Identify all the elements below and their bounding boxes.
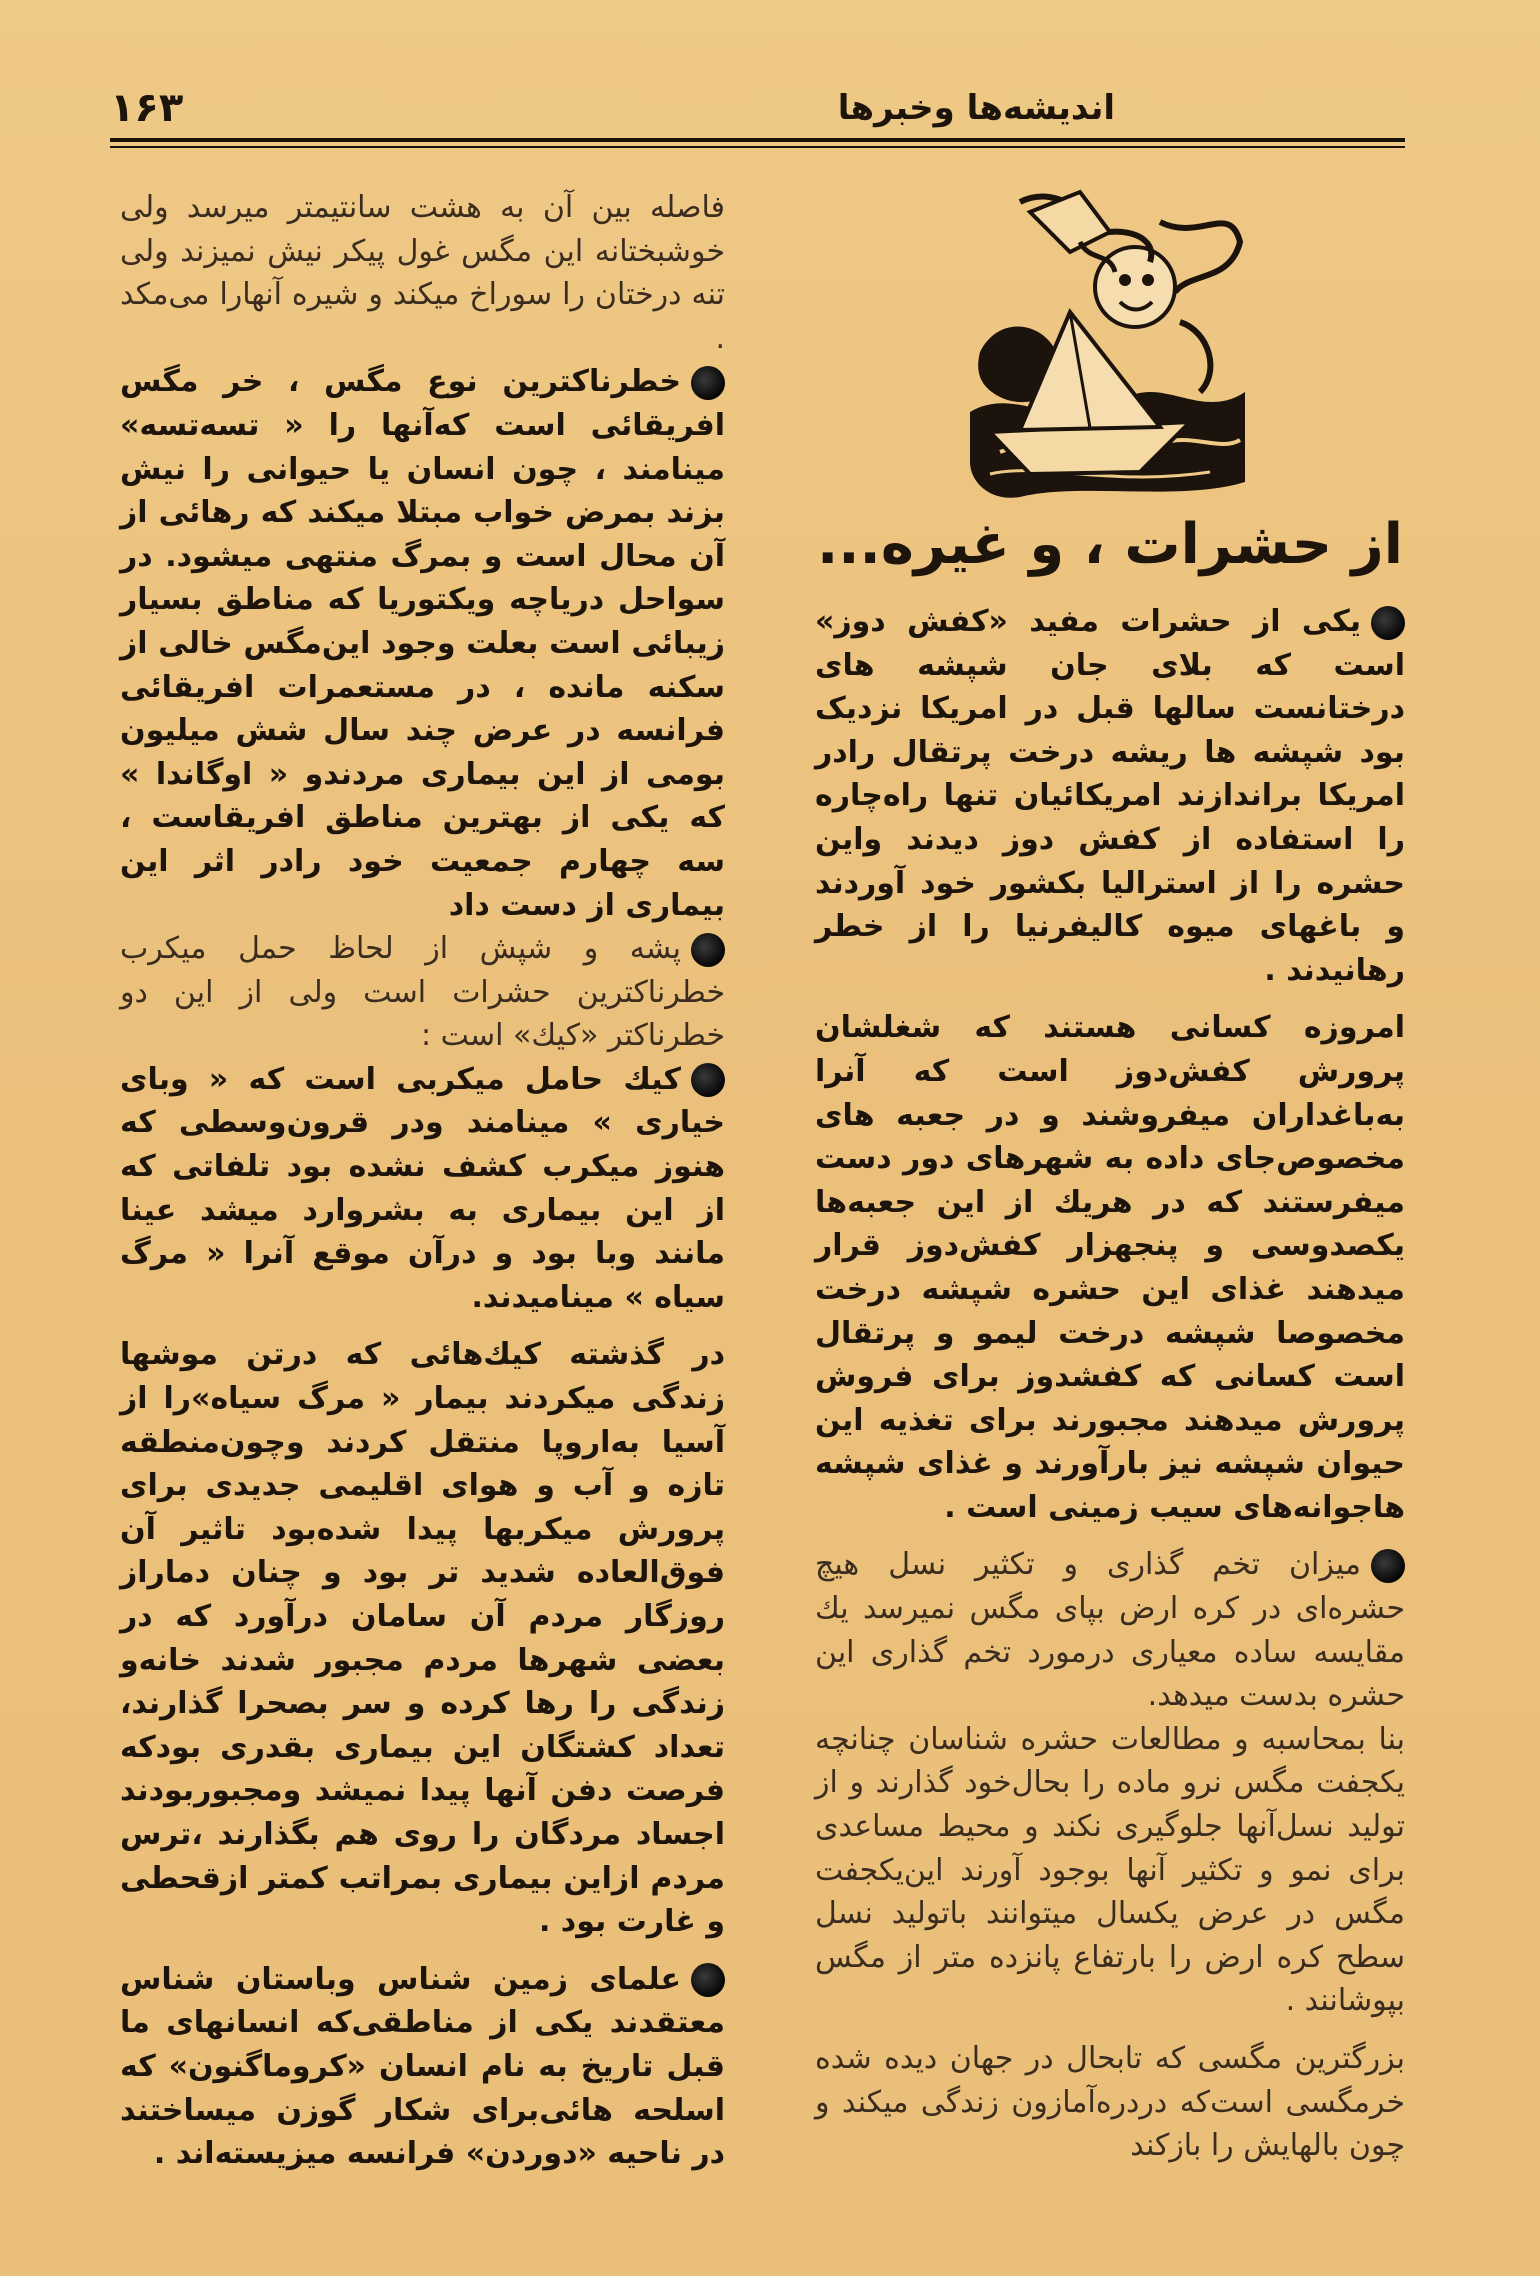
paragraph: کیك حامل میکربی است که « وبای خیاری » مینامند ودر قرون‌وسطی که هنوز میکرب کشف نشده بود تلفاتی که از این بیماری به بشروارد میشد عینا مانند وبا بود و درآن موقع آنرا « مرگ سیاه » مینامیدند. <box>120 1061 725 1315</box>
header-rule <box>110 138 1405 142</box>
page-number: ۱۶۳ <box>110 85 184 131</box>
bullet-icon <box>1371 606 1405 640</box>
right-column <box>815 600 1405 2168</box>
header-rule-thin <box>110 146 1405 148</box>
paragraph: پشه و شپش از لحاظ حمل میکرب خطرناکترین حشرات است ولی از این دو خطرناکتر «کیك» است : <box>120 931 725 1054</box>
paragraph: امروزه کسانی هستند که شغلشان پرورش کفش‌دوز است که آنرا به‌باغداران میفروشند و در جعبه های مخصوص‌جای داده به شهرهای دور دست میفرستند که در هریك از این جعبه‌ها یکصدوسی و پنجهزار کفش‌دوز قرار میدهند غذای این حشره شپشه درخت مخصوصا شپشه درخت لیمو و پرتقال است کسانی که کفشدوز برای فروش پرورش میدهند مجبورند برای تغذیه این حیوان شپشه نیز بارآورند و غذای شپشه هاجوانه‌های سیب زمینی است . <box>815 1010 1405 1525</box>
paragraph: میزان تخم گذاری و تکثیر نسل هیچ حشره‌ای در کره ارض بپای مگس نمیرسد یك مقایسه ساده معیاری درمورد تخم گذاری این حشره بدست میدهد. <box>815 1547 1405 1714</box>
paragraph: یکی از حشرات مفید «کفش دوز» است که بلای جان شپشه های درختانست سالها قبل در امریکا نزدیک بود شپشه ها ریشه درخت پرتقال رادر امریکا براندازند امریکائیان تنها راه‌چاره را استفاده از کفش دوز دیدند واین حشره را از استرالیا بکشور خود آوردند و باغهای میوه کالیفرنیا را از خطر رهانیدند . <box>815 604 1405 988</box>
paragraph: خطرناکترین نوع مگس ، خر مگس افریقائی است که‌آنها را « تسه‌تسه» مینامند ، چون انسان یا حیوانی را نیش بزند بمرض خواب مبتلا میکند که رهائی از آن محال است و بمرگ منتهی میشود. در سواحل دریاچه ویکتوریا که مناطق بسیار زیبائی است بعلت وجود این‌مگس خالی از سکنه مانده ، در مستعمرات افریقائی فرانسه در عرض چند سال شش میلیون بومی از این بیماری مردندو « اوگاندا » که یکی از بهترین مناطق افریقاست ، سه چهارم جمعیت خود رادر اثر این بیماری از دست داد <box>120 364 725 923</box>
bullet-icon <box>691 933 725 967</box>
bullet-icon <box>691 1063 725 1097</box>
paragraph: در گذشته کیك‌هائی که درتن موشها زندگی میکردند بیمار « مرگ سیاه»را از آسیا به‌اروپا منتقل کردند وچون‌منطقه تازه و آب و هوای اقلیمی جدیدی برای پرورش میکربها پیدا شده‌بود تاثیر آن فوق‌العاده شدید تر بود و چنان دماراز روزگار مردم آن سامان درآورد که در بعضی شهرها مردم مجبور شدند خانه‌و زندگی را رها کرده و سر بصحرا گذارند، تعداد کشتگان این بیماری بقدری بودکه فرصت دفن آنها پیدا نمیشد ومجبوربودند اجساد مردگان را روی هم بگذارند ،ترس مردم ازاین بیماری بمراتب کمتر ازقحطی و غارت بود . <box>120 1337 725 1940</box>
page-header <box>110 78 1405 138</box>
paragraph: بزرگترین مگسی که تابحال در جهان دیده شده خرمگسی است‌که دردره‌آمازون زندگی میکند و چون بالهایش را بازکند <box>815 2041 1405 2164</box>
paragraph: علمای زمین شناس وباستان شناس معتقدند یکی از مناطقی‌که انسانهای ما قبل تاریخ به نام انسان «کروماگنون» که اسلحه هائی‌برای شکار گوزن میساختند در ناحیه «دوردن» فرانسه میزیسته‌اند . <box>120 1961 725 2172</box>
bullet-icon <box>1371 1549 1405 1583</box>
paragraph: فاصله بین آن به هشت سانتیمتر میرسد ولی خوشبختانه این مگس غول پیکر نیش نمیزند ولی تنه درختان را سوراخ میکند و شیره آنهارا می‌مکد . <box>120 190 725 356</box>
paper-boat-illustration <box>960 182 1250 502</box>
bullet-icon <box>691 1963 725 1997</box>
bullet-icon <box>691 366 725 400</box>
paragraph: بنا بمحاسبه و مطالعات حشره شناسان چنانچه یکجفت مگس نرو ماده را بحال‌خود گذارند و از تولید نسل‌آنها جلوگیری نکند و محیط مساعدی برای نمو و تکثیر آنها بوجود آورند این‌یکجفت مگس در عرض یکسال میتوانند باتولید نسل سطح کره ارض را بارتفاع پانزده متر از مگس بپوشانند . <box>815 1721 1405 2019</box>
left-column <box>120 186 725 2176</box>
article-headline: از حشرات ، و غیره... <box>817 512 1403 577</box>
section-title: اندیشه‌ها وخبرها <box>837 88 1115 128</box>
